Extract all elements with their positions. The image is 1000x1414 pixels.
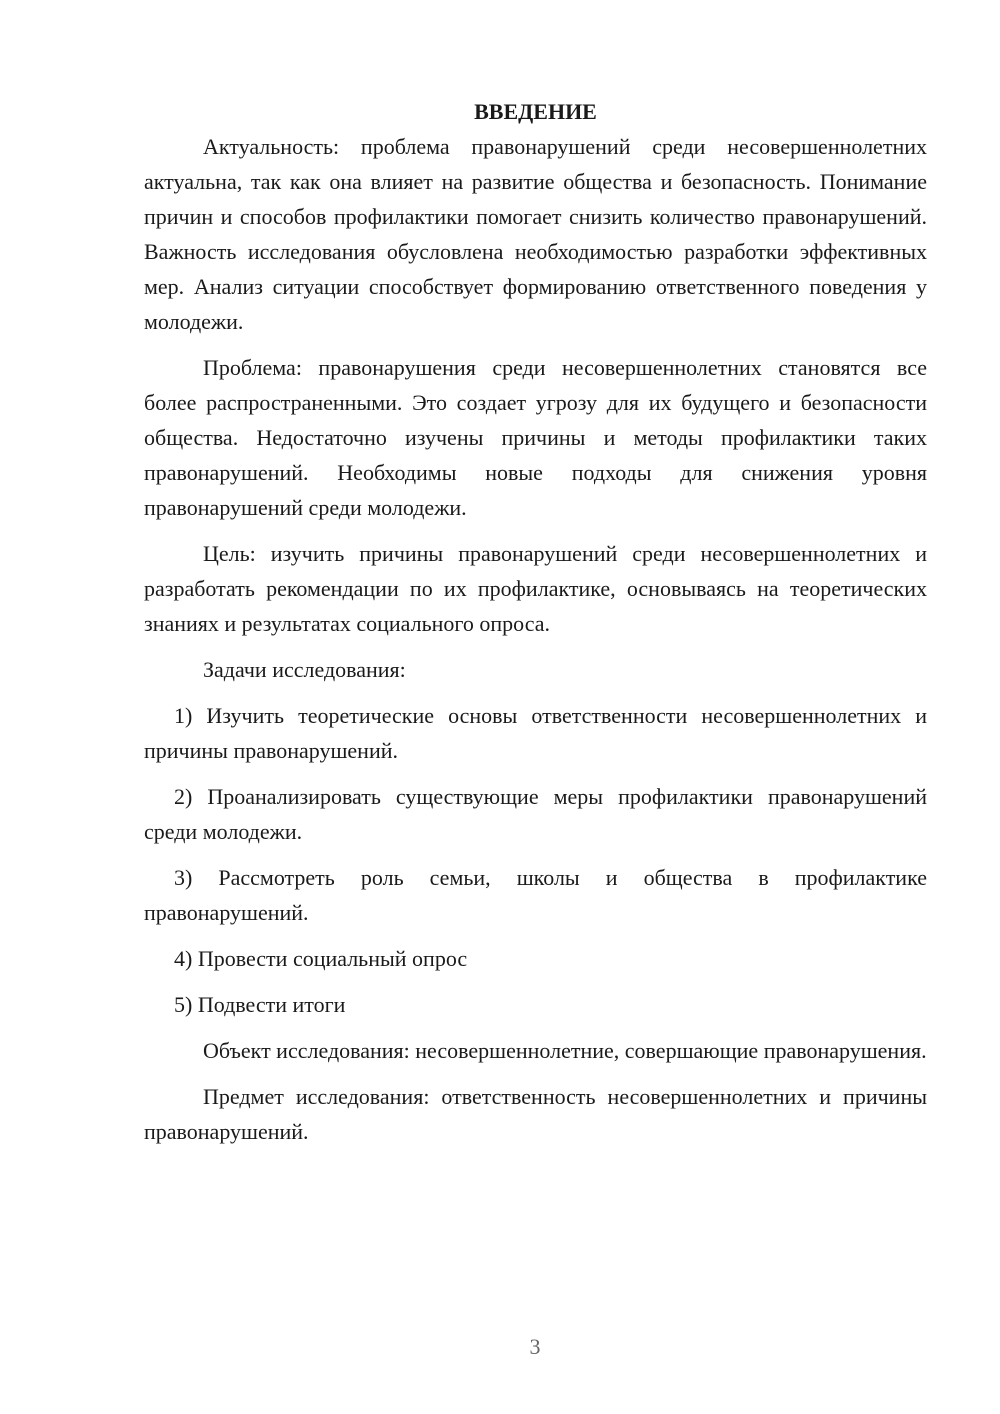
paragraph-problem: Проблема: правонарушения среди несовершеннолетних становятся все более распространенными. Это создает угрозу для их будущего и безопасности общества. Недостаточно изучены причины и методы профилактики таких правонарушений. Необходимы новые подходы для снижения уровня правонарушений среди молодежи. bbox=[144, 355, 927, 520]
paragraph-goal: Цель: изучить причины правонарушений среди несовершеннолетних и разработать рекомендации по их профилактике, основываясь на теоретических знаниях и результатах социального опроса. bbox=[144, 541, 927, 636]
task-item-4: 4) Провести социальный опрос bbox=[174, 946, 468, 971]
task-item-2: 2) Проанализировать существующие меры профилактики правонарушений среди молодежи. bbox=[144, 784, 927, 844]
page-number: 3 bbox=[529, 1334, 541, 1359]
task-item-1: 1) Изучить теоретические основы ответственности несовершеннолетних и причины правонарушений. bbox=[144, 703, 927, 763]
paragraph-subject: Предмет исследования: ответственность несовершеннолетних и причины правонарушений. bbox=[144, 1084, 927, 1144]
task-item-5: 5) Подвести итоги bbox=[174, 992, 346, 1017]
paragraph-object: Объект исследования: несовершеннолетние, совершающие правонарушения. bbox=[203, 1038, 927, 1063]
document-body bbox=[144, 94, 927, 1160]
task-item-3: 3) Рассмотреть роль семьи, школы и общества в профилактике правонарушений. bbox=[144, 865, 927, 925]
section-title: ВВЕДЕНИЕ bbox=[474, 99, 597, 124]
paragraph-relevance: Актуальность: проблема правонарушений среди несовершеннолетних актуальна, так как она влияет на развитие общества и безопасность. Понимание причин и способов профилактики помогает снизить количество правонарушений. Важность исследования обусловлена необходимостью разработки эффективных мер. Анализ ситуации способствует формированию ответственного поведения у молодежи. bbox=[144, 134, 927, 334]
tasks-heading: Задачи исследования: bbox=[203, 657, 406, 682]
